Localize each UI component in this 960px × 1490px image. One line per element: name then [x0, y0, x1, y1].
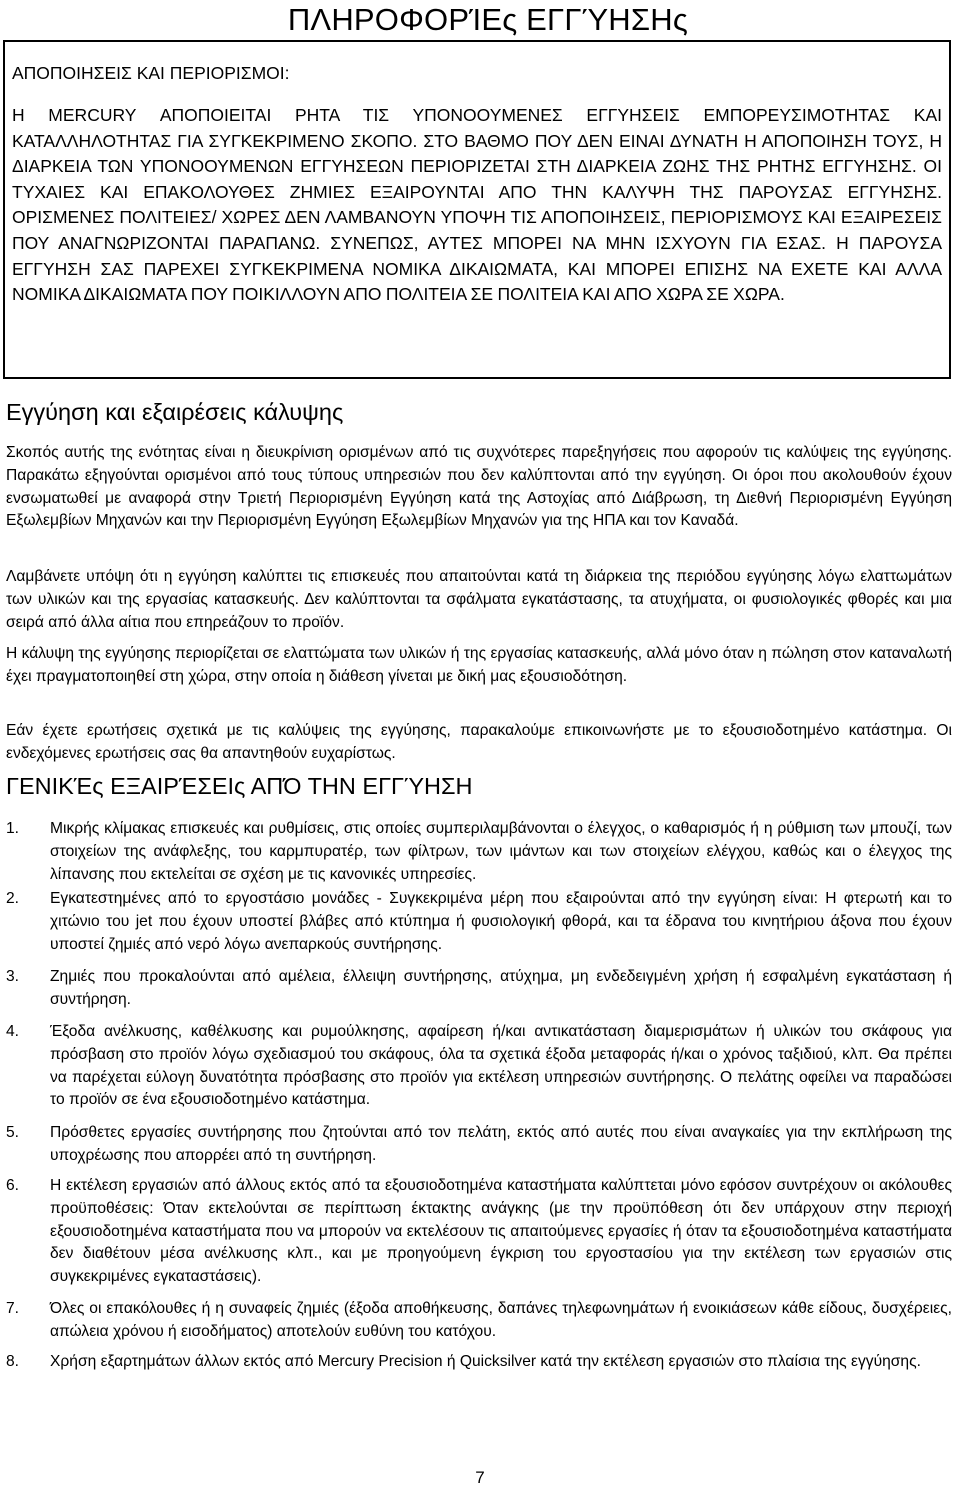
exclusion-number: 6.: [6, 1177, 20, 1194]
coverage-paragraph-4: Εάν έχετε ερωτήσεις σχετικά με τις καλύψεις της εγγύησης, παρακαλούμε επικοινωνήστε με το εξουσιοδοτημένο κατάστημα. Οι ενδεχόμενες ερωτήσεις σας θα απαντηθούν ευχαρίστως.: [6, 722, 952, 762]
coverage-paragraph-2: Λαμβάνετε υπόψη ότι η εγγύηση καλύπτει τις επισκευές που απαιτούνται κατά τη διάρκεια της περιόδου εγγύησης λόγω ελαττωμάτων των υλικών και της εργασίας κατασκευής. Δεν καλύπτονται τα σφάλματα εγκατάστασης, τα ατυχήματα, οι φυσιολογικές φθορές και μια σειρά από άλλα αίτια που επηρεάζουν το προϊόν.: [6, 568, 952, 631]
page-header-title: ΠΛΗΡΟΦΟΡΊΕς ΕΓΓΎΗΣΗς: [287, 2, 688, 37]
exclusion-text: Η εκτέλεση εργασιών από άλλους εκτός από τα εξουσιοδοτημένα καταστήματα καλύπτεται μόνο εφόσον συντρέχουν οι ακόλουθες προϋποθέσεις: Όταν εκτελούνται σε περίπτωση έκτακτης ανάγκης (με την προϋπόθεση ότι δεν υπάρχουν στην περιοχή εξουσιοδοτημένα καταστήματα που να μπορούν να εκτελέσουν τις απαιτούμενες εργασίες ή όταν τα εξουσιοδοτημένα καταστήματα δεν διαθέτουν μέσα ανέλκυσης κλπ., και με προηγούμενη έγκριση του εργοστασίου για την εκτέλεση των εργασιών στις συγκεκριμένες εγκαταστάσεις).: [50, 1177, 952, 1286]
exclusion-text: Πρόσθετες εργασίες συντήρησης που ζητούνται από τον πελάτη, εκτός από αυτές που είναι αναγκαίες για την εκπλήρωση της υποχρέωσης που απορρέει από τη συντήρηση.: [50, 1124, 952, 1164]
coverage-heading: Εγγύηση και εξαιρέσεις κάλυψης: [6, 399, 344, 425]
exclusion-number: 8.: [6, 1353, 20, 1370]
exclusion-text: Εγκατεστημένες από το εργοστάσιο μονάδες - Συγκεκριμένα μέρη που εξαιρούνται από την εγγύηση είναι: Η φτερωτή και το χιτώνιο του jet που έχουν υποστεί βλάβες από κτύπημα ή φυσιολογική φθορά, και τα έδρανα του κινητήριου άξονα που έχουν υποστεί ζημιές από νερό λόγω ανεπαρκούς συντήρησης.: [50, 890, 952, 953]
exclusion-number: 3.: [6, 968, 20, 985]
disclaimer-box: [3, 40, 951, 379]
exclusion-text: Μικρής κλίμακας επισκευές και ρυθμίσεις, στις οποίες συμπεριλαμβάνονται ο έλεγχος, ο καθαρισμός ή η ρύθμιση των μπουζί, των στοιχείων της ανάφλεξης, του καρμπυρατέρ, των φίλτρων, των ιμάντων και των στοιχείων ελέγχου, καθώς και ο έλεγχος της λίπανσης που εκτελείται σε σχέση με τις κανονικές υπηρεσίες.: [50, 820, 952, 883]
coverage-paragraph-1: Σκοπός αυτής της ενότητας είναι η διευκρίνιση ορισμένων από τις συχνότερες παρεξηγήσεις που αφορούν τις καλύψεις της εγγύησης. Παρακάτω εξηγούνται ορισμένοι από τους τύπους υπηρεσιών που δεν καλύπτονται από την εγγύηση. Οι όροι που ακολουθούν έχουν ενσωματωθεί με αναφορά στην Τριετή Περιορισμένη Εγγύηση κατά της Αστοχίας από Διάβρωση, τη Διεθνή Περιορισμένη Εγγύηση Εξωλεμβίων Μηχανών και την Περιορισμένη Εγγύηση Εξωλεμβίων Μηχανών για της ΗΠΑ και τον Καναδά.: [6, 444, 952, 530]
page-number: 7: [475, 1468, 485, 1487]
exclusions-heading: ΓΕΝΙΚΈς ΕΞΑΙΡΈΣΕΙς ΑΠΌ ΤΗΝ ΕΓΓΎΗΣΗ: [6, 773, 473, 799]
exclusion-text: Έξοδα ανέλκυσης, καθέλκυσης και ρυμούλκησης, αφαίρεση ή/και αντικατάσταση διαμερισμάτων ή υλικών του σκάφους για πρόσβαση στο προϊόν λόγω σχεδιασμού του σκάφους, όλα τα σχετικά έξοδα μεταφοράς ή/και ο χρόνος ταξιδιού, κλπ. Θα πρέπει να παρέχεται εύλογη δυνατότητα πρόσβασης στο προϊόν για εκτέλεση υπηρεσιών συντήρησης. Ο πελάτης οφείλει να παραδώσει το προϊόν σε ένα εξουσιοδοτημένο κατάστημα.: [50, 1023, 952, 1109]
coverage-paragraph-3: Η κάλυψη της εγγύησης περιορίζεται σε ελαττώματα των υλικών ή της εργασίας κατασκευής, αλλά μόνο όταν η πώληση στον καταναλωτή έχει πραγματοποιηθεί στη χώρα, στην οποία η διάθεση γίνεται με δική μας εξουσιοδότηση.: [6, 645, 952, 685]
exclusion-number: 2.: [6, 890, 20, 907]
exclusion-number: 1.: [6, 820, 20, 837]
exclusion-text: Ζημιές που προκαλούνται από αμέλεια, έλλειψη συντήρησης, ατύχημα, μη ενδεδειγμένη χρήση ή εσφαλμένη εγκατάσταση ή συντήρηση.: [50, 968, 952, 1008]
exclusion-number: 4.: [6, 1023, 20, 1040]
exclusion-text: Χρήση εξαρτημάτων άλλων εκτός από Mercury Precision ή Quicksilver κατά την εκτέλεση εργασιών στο πλαίσια της εγγύησης.: [50, 1353, 921, 1370]
disclaimer-title: ΑΠΟΠΟΙΗΣΕΙΣ ΚΑΙ ΠΕΡΙΟΡΙΣΜΟΙ:: [12, 63, 290, 83]
exclusion-number: 5.: [6, 1124, 20, 1141]
disclaimer-text: Η MERCURY ΑΠΟΠΟΙΕΙΤΑΙ ΡΗΤΑ ΤΙΣ ΥΠΟΝΟΟΥΜΕΝΕΣ ΕΓΓΥΗΣΕΙΣ ΕΜΠΟΡΕΥΣΙΜΟΤΗΤΑΣ ΚΑΙ ΚΑΤΑΛΛΗΛΟΤΗΤΑΣ ΓΙΑ ΣΥΓΚΕΚΡΙΜΕΝΟ ΣΚΟΠΟ. ΣΤΟ ΒΑΘΜΟ ΠΟΥ ΔΕΝ ΕΙΝΑΙ ΔΥΝΑΤΗ Η ΑΠΟΠΟΙΗΣΗ ΤΟΥΣ, Η ΔΙΑΡΚΕΙΑ ΤΩΝ ΥΠΟΝΟΟΥΜΕΝΩΝ ΕΓΓΥΗΣΕΩΝ ΠΕΡΙΟΡΙΖΕΤΑΙ ΣΤΗ ΔΙΑΡΚΕΙΑ ΖΩΗΣ ΤΗΣ ΡΗΤΗΣ ΕΓΓΥΗΣΗΣ. ΟΙ ΤΥΧΑΙΕΣ ΚΑΙ ΕΠΑΚΟΛΟΥΘΕΣ ΖΗΜΙΕΣ ΕΞΑΙΡΟΥΝΤΑΙ ΑΠΟ ΤΗΝ ΚΑΛΥΨΗ ΤΗΣ ΠΑΡΟΥΣΑΣ ΕΓΓΥΗΣΗΣ. ΟΡΙΣΜΕΝΕΣ ΠΟΛΙΤΕΙΕΣ/ ΧΩΡΕΣ ΔΕΝ ΛΑΜΒΑΝΟΥΝ ΥΠΟΨΗ ΤΙΣ ΑΠΟΠΟΙΗΣΕΙΣ, ΠΕΡΙΟΡΙΣΜΟΥΣ ΚΑΙ ΕΞΑΙΡΕΣΕΙΣ ΠΟΥ ΑΝΑΓΝΩΡΙΖΟΝΤΑΙ ΠΑΡΑΠΑΝΩ. ΣΥΝΕΠΩΣ, ΑΥΤΕΣ ΜΠΟΡΕΙ ΝΑ ΜΗΝ ΙΣΧΥΟΥΝ ΓΙΑ ΕΣΑΣ. Η ΠΑΡΟΥΣΑ ΕΓΓΥΗΣΗ ΣΑΣ ΠΑΡΕΧΕΙ ΣΥΓΚΕΚΡΙΜΕΝΑ ΝΟΜΙΚΑ ΔΙΚΑΙΩΜΑΤΑ, ΚΑΙ ΜΠΟΡΕΙ ΕΠΙΣΗΣ ΝΑ ΕΧΕΤΕ ΚΑΙ ΑΛΛΑ ΝΟΜΙΚΑ ΔΙΚΑΙΩΜΑΤΑ ΠΟΥ ΠΟΙΚΙΛΛΟΥΝ ΑΠΟ ΠΟΛΙΤΕΙΑ ΣΕ ΠΟΛΙΤΕΙΑ ΚΑΙ ΑΠΟ ΧΩΡΑ ΣΕ ΧΩΡΑ.: [12, 105, 942, 305]
exclusion-number: 7.: [6, 1300, 20, 1317]
exclusion-text: Όλες οι επακόλουθες ή η συναφείς ζημιές (έξοδα αποθήκευσης, δαπάνες τηλεφωνημάτων ή ενοικιάσεων κάθε είδους, δυσχέρειες, απώλεια χρόνου ή εισοδήματος) αποτελούν ευθύνη του κατόχου.: [50, 1300, 952, 1340]
